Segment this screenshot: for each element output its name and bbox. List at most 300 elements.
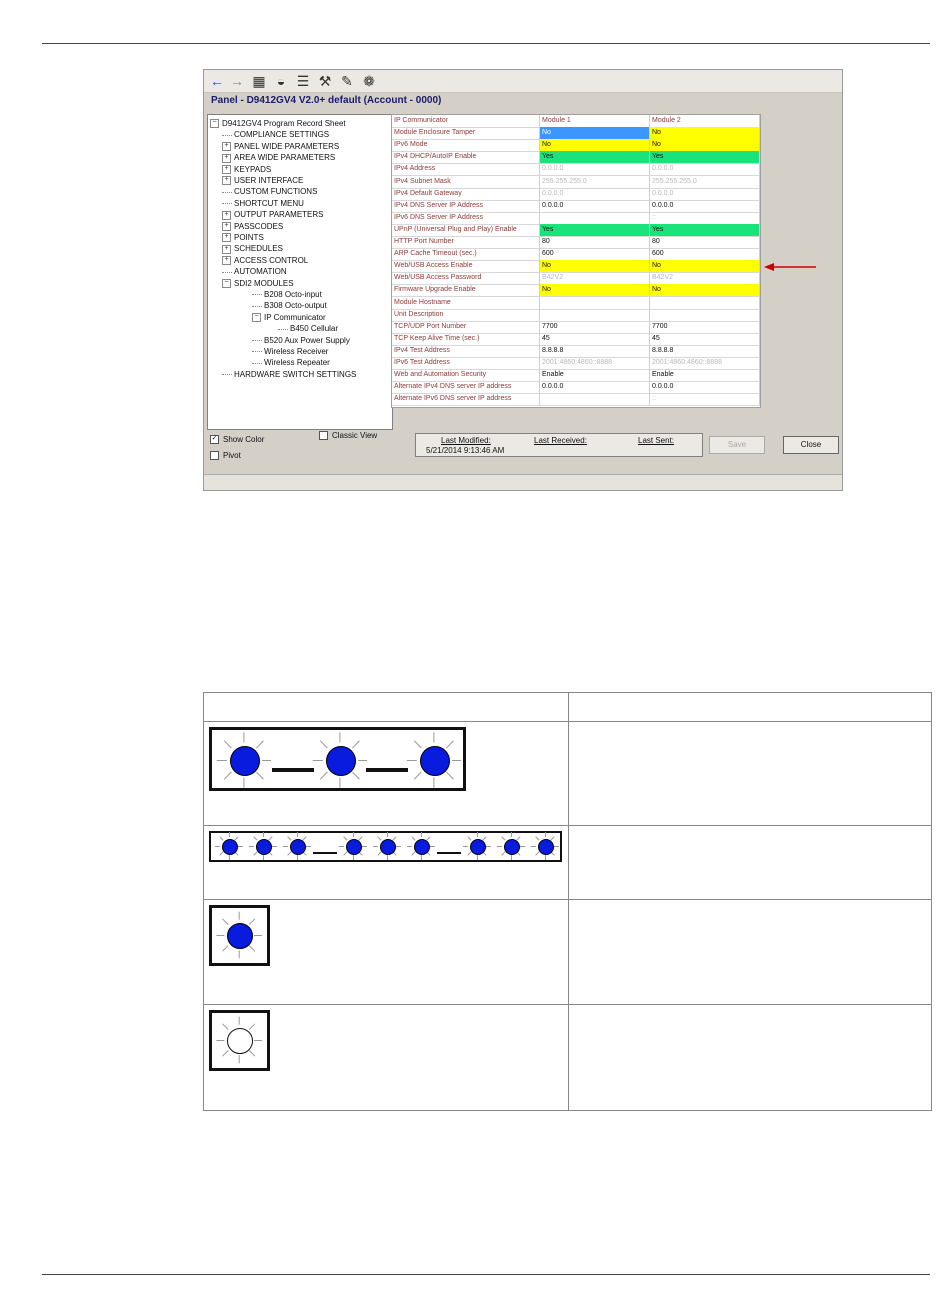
tree-connector: [252, 340, 262, 341]
light-ray: [296, 855, 297, 860]
grid-row-label: IPv4 Subnet Mask: [392, 176, 540, 188]
table-row[interactable]: [392, 139, 760, 152]
light-ray: [467, 836, 471, 840]
module-1-value[interactable]: 8.8.8.8: [540, 345, 650, 357]
light-ray: [216, 935, 224, 936]
tree-connector: [252, 363, 262, 364]
tree-item-label: KEYPADS: [234, 164, 272, 174]
grid-row-label: IPv4 Default Gateway: [392, 188, 540, 200]
light-ray: [313, 760, 323, 761]
table-row[interactable]: [392, 248, 760, 261]
expand-icon[interactable]: +: [222, 245, 231, 254]
collapse-icon[interactable]: −: [252, 313, 261, 322]
module-2-value[interactable]: 45: [650, 333, 760, 345]
table-row[interactable]: [392, 224, 760, 237]
tree-item-label: PANEL WIDE PARAMETERS: [234, 141, 340, 151]
pivot-checkbox[interactable]: Pivot: [210, 451, 241, 460]
module-2-value[interactable]: [650, 297, 760, 309]
show-color-checkbox[interactable]: ✓ Show Color: [211, 435, 265, 444]
tree-connector: [252, 306, 262, 307]
grid-row-label: Web/USB Access Enable: [392, 260, 540, 272]
light-ray: [396, 846, 401, 847]
table-row: [204, 1005, 932, 1111]
tree-item-label: HARDWARE SWITCH SETTINGS: [234, 369, 357, 379]
module-2-value[interactable]: No: [650, 260, 760, 272]
module-2-value[interactable]: 255.255.255.0: [650, 176, 760, 188]
grid-header-module-1: Module 1: [540, 115, 650, 127]
table-row[interactable]: [392, 200, 760, 213]
tree-item[interactable]: [252, 346, 328, 357]
pause-bar: [313, 852, 337, 854]
module-2-value[interactable]: 600: [650, 248, 760, 260]
module-1-value[interactable]: [540, 212, 650, 224]
grid-row-label: Firmware Upgrade Enable: [392, 284, 540, 296]
led-on-icon: [230, 746, 260, 776]
led-pattern-graphic: [209, 831, 562, 862]
expand-icon[interactable]: +: [222, 256, 231, 265]
collapse-icon[interactable]: −: [222, 279, 231, 288]
grid-row-label: Unit Description: [392, 309, 540, 321]
light-ray: [544, 832, 545, 837]
tree-item[interactable]: [222, 369, 356, 380]
checkbox-box[interactable]: [319, 431, 328, 440]
led-on-icon: [380, 839, 396, 855]
tree-item[interactable]: [278, 323, 338, 334]
module-2-value[interactable]: 8.8.8.8: [650, 345, 760, 357]
table-row[interactable]: [392, 163, 760, 176]
tree-connector: [222, 272, 232, 273]
light-ray: [452, 760, 462, 761]
page-top-rule: [42, 43, 930, 44]
light-ray: [339, 777, 340, 787]
module-1-value[interactable]: Yes: [540, 224, 650, 236]
light-ray: [238, 950, 239, 958]
table-row[interactable]: [392, 151, 760, 164]
tree-item-label: Wireless Repeater: [264, 358, 330, 368]
module-2-value[interactable]: 0.0.0.0: [650, 381, 760, 393]
grid-row-label: TCP/UDP Port Number: [392, 321, 540, 333]
program-tree[interactable]: [207, 114, 393, 430]
module-1-value[interactable]: B42V2: [540, 272, 650, 284]
led-pattern-graphic: [209, 727, 466, 791]
led-on-icon: [470, 839, 486, 855]
led-on-icon: [222, 839, 238, 855]
tree-item[interactable]: [222, 232, 264, 243]
save-button[interactable]: Save: [709, 436, 765, 454]
light-ray: [296, 832, 297, 837]
pause-bar: [272, 768, 314, 772]
grid-row-label: Alternate IPv4 DNS server IP address: [392, 381, 540, 393]
pause-bar: [437, 852, 461, 854]
light-ray: [320, 740, 328, 748]
expand-icon[interactable]: +: [222, 142, 231, 151]
light-ray: [262, 855, 263, 860]
collapse-icon[interactable]: −: [210, 119, 219, 128]
grid-row-label: ARP Cache Timeout (sec.): [392, 248, 540, 260]
table-row[interactable]: [392, 212, 760, 225]
light-ray: [551, 836, 555, 840]
led-off-icon: [227, 1028, 253, 1054]
light-ray: [224, 740, 232, 748]
module-1-value[interactable]: No: [540, 127, 650, 139]
light-ray: [446, 740, 454, 748]
tree-item-label: USER INTERFACE: [234, 176, 304, 185]
module-1-value[interactable]: [540, 309, 650, 321]
module-1-value[interactable]: No: [540, 139, 650, 151]
tree-item[interactable]: [252, 312, 326, 323]
light-ray: [393, 836, 397, 840]
tree-item[interactable]: [252, 335, 350, 346]
light-ray: [320, 772, 328, 780]
light-ray: [352, 832, 353, 837]
parameter-grid[interactable]: [391, 114, 761, 408]
light-ray: [306, 846, 311, 847]
module-2-value[interactable]: No: [650, 284, 760, 296]
light-ray: [544, 855, 545, 860]
light-ray: [238, 1017, 239, 1025]
table-row: [204, 900, 932, 1005]
light-ray: [253, 836, 257, 840]
grid-row-label: Web and Automation Security: [392, 369, 540, 381]
tree-item-label: B450 Cellular: [290, 324, 339, 334]
light-ray: [510, 855, 511, 860]
toolbar: [204, 70, 842, 93]
tree-item[interactable]: [222, 266, 287, 277]
table-row[interactable]: [392, 321, 760, 334]
panel-config-icon[interactable]: ▦: [252, 73, 266, 89]
light-ray: [420, 832, 421, 837]
light-ray: [414, 740, 422, 748]
module-1-value[interactable]: No: [540, 284, 650, 296]
tree-item[interactable]: [222, 175, 303, 186]
back-arrow-icon[interactable]: ←: [210, 73, 224, 89]
grid-header-module-2: Module 2: [650, 115, 760, 127]
light-ray: [407, 760, 417, 761]
light-ray: [303, 836, 307, 840]
light-ray: [287, 836, 291, 840]
tree-item-label: PASSCODES: [234, 221, 284, 231]
table-row[interactable]: [392, 333, 760, 346]
table-row: [204, 826, 932, 900]
led-on-icon: [420, 746, 450, 776]
module-1-value[interactable]: 255.255.255.0: [540, 176, 650, 188]
light-ray: [446, 772, 454, 780]
light-ray: [228, 855, 229, 860]
status-box: [415, 433, 703, 457]
tree-item-label: AREA WIDE PARAMETERS: [234, 153, 336, 163]
connect-icon[interactable]: ❁: [363, 73, 375, 89]
tree-item-label: COMPLIANCE SETTINGS: [234, 130, 330, 140]
tree-item[interactable]: [222, 243, 283, 254]
bottom-panel: [204, 428, 842, 490]
light-ray: [249, 945, 256, 952]
expand-icon[interactable]: +: [222, 222, 231, 231]
led-on-icon: [227, 923, 253, 949]
last-modified-label: Last Modified:: [441, 436, 491, 445]
programming-window: [203, 69, 843, 491]
pointer-arrow-icon: [764, 262, 816, 272]
light-ray: [433, 777, 434, 787]
table-row[interactable]: [392, 345, 760, 358]
binoculars-icon[interactable]: ◒: [276, 73, 286, 89]
grid-header: [392, 115, 760, 128]
grid-row-label: IPv4 DHCP/AutoIP Enable: [392, 151, 540, 163]
module-1-value[interactable]: 45: [540, 333, 650, 345]
tree-item[interactable]: [222, 278, 294, 289]
module-2-value[interactable]: Enable: [650, 369, 760, 381]
table-row[interactable]: [392, 381, 760, 394]
table-row[interactable]: [392, 127, 760, 140]
tree-item-label: AUTOMATION: [234, 267, 287, 277]
table-header-pattern: [204, 693, 569, 722]
tree-item-label: ACCESS CONTROL: [234, 255, 309, 265]
light-ray: [411, 836, 415, 840]
light-ray: [219, 852, 223, 856]
tree-item-label: POINTS: [234, 233, 264, 242]
tree-item-label: B308 Octo-output: [264, 301, 327, 311]
light-ray: [377, 836, 381, 840]
module-1-value[interactable]: 0.0.0.0: [540, 163, 650, 175]
led-on-icon: [346, 839, 362, 855]
tree-item-label: B208 Octo-input: [264, 290, 322, 299]
light-ray: [238, 912, 239, 920]
light-ray: [343, 836, 347, 840]
tree-connector: [222, 203, 232, 204]
table-row[interactable]: [392, 297, 760, 310]
light-ray: [531, 846, 536, 847]
light-ray: [343, 852, 347, 856]
light-ray: [222, 1023, 229, 1030]
wrench-icon[interactable]: ⚒: [318, 73, 332, 89]
module-2-value[interactable]: B42V2: [650, 272, 760, 284]
light-ray: [222, 918, 229, 925]
classic-view-checkbox[interactable]: Classic View: [319, 431, 377, 440]
light-ray: [352, 772, 360, 780]
light-ray: [411, 852, 415, 856]
light-ray: [483, 836, 487, 840]
light-ray: [433, 733, 434, 743]
last-received-label: Last Received:: [534, 436, 587, 445]
module-1-value[interactable]: Enable: [540, 369, 650, 381]
tree-item-label: OUTPUT PARAMETERS: [234, 210, 324, 220]
pattern-description: [569, 722, 932, 826]
tree-item-label: SCHEDULES: [234, 244, 283, 254]
light-ray: [222, 1050, 229, 1057]
table-row[interactable]: [392, 260, 760, 273]
tree-connector: [278, 329, 288, 330]
report-icon[interactable]: ✎: [341, 73, 353, 89]
module-1-value[interactable]: 2001:4860:4860::8888: [540, 357, 650, 369]
light-ray: [238, 1055, 239, 1063]
light-ray: [216, 1040, 224, 1041]
led-on-icon: [326, 746, 356, 776]
light-ray: [414, 772, 422, 780]
table-row[interactable]: [392, 393, 760, 406]
module-1-value[interactable]: 80: [540, 236, 650, 248]
last-sent-label: Last Sent:: [638, 436, 675, 445]
module-2-value[interactable]: 0.0.0.0: [650, 163, 760, 175]
module-2-value[interactable]: 80: [650, 236, 760, 248]
expand-icon[interactable]: +: [222, 165, 231, 174]
light-ray: [222, 945, 229, 952]
light-ray: [256, 772, 264, 780]
light-ray: [377, 852, 381, 856]
module-2-value[interactable]: 0.0.0.0: [650, 200, 760, 212]
expand-icon[interactable]: +: [222, 211, 231, 220]
tree-item[interactable]: [222, 255, 308, 266]
light-ray: [352, 740, 360, 748]
light-ray: [253, 852, 257, 856]
light-ray: [517, 836, 521, 840]
tree-item[interactable]: [252, 357, 330, 368]
tree-item[interactable]: [222, 141, 339, 152]
table-row[interactable]: [392, 357, 760, 370]
module-1-value[interactable]: 7700: [540, 321, 650, 333]
module-1-value[interactable]: 0.0.0.0: [540, 188, 650, 200]
module-2-value[interactable]: No: [650, 139, 760, 151]
table-header-description: [569, 693, 932, 722]
tree-item[interactable]: [222, 152, 335, 163]
module-1-value[interactable]: 0.0.0.0: [540, 200, 650, 212]
led-pattern-table: [203, 692, 932, 1111]
light-ray: [535, 852, 539, 856]
light-ray: [420, 855, 421, 860]
light-ray: [254, 935, 262, 936]
tree-item[interactable]: [222, 221, 283, 232]
tree-connector: [222, 374, 232, 375]
tree-item-label: B520 Aux Power Supply: [264, 335, 350, 345]
module-2-value[interactable]: [650, 309, 760, 321]
led-on-icon: [290, 839, 306, 855]
close-button[interactable]: Close: [783, 436, 839, 454]
module-1-value[interactable]: [540, 297, 650, 309]
light-ray: [269, 836, 273, 840]
light-ray: [249, 1023, 256, 1030]
grid-row-label: IPv6 Test Address: [392, 357, 540, 369]
module-1-value[interactable]: Yes: [540, 151, 650, 163]
tree-connector: [252, 351, 262, 352]
tree-item-label: D9412GV4 Program Record Sheet: [222, 119, 346, 128]
led-on-icon: [538, 839, 554, 855]
module-2-value[interactable]: No: [650, 127, 760, 139]
grid-row-label: HTTP Port Number: [392, 236, 540, 248]
light-ray: [262, 832, 263, 837]
light-ray: [497, 846, 502, 847]
light-ray: [235, 836, 239, 840]
grid-row-label: UPnP (Universal Plug and Play) Enable: [392, 224, 540, 236]
light-ray: [535, 836, 539, 840]
light-ray: [427, 836, 431, 840]
grid-row-label: Web/USB Access Password: [392, 272, 540, 284]
module-2-value[interactable]: 0.0.0.0: [650, 188, 760, 200]
grid-header-label: IP Communicator: [392, 115, 540, 127]
led-pattern-graphic: [209, 1010, 270, 1071]
module-2-value[interactable]: Yes: [650, 151, 760, 163]
light-ray: [386, 832, 387, 837]
forward-arrow-icon[interactable]: →: [230, 73, 244, 89]
tree-item[interactable]: [222, 209, 324, 220]
tree-item[interactable]: [222, 186, 317, 197]
light-ray: [554, 846, 559, 847]
module-2-value[interactable]: Yes: [650, 224, 760, 236]
led-on-icon: [414, 839, 430, 855]
last-modified-value: 5/21/2014 9:13:46 AM: [426, 446, 505, 455]
checkbox-box[interactable]: ✓: [211, 435, 218, 443]
tree-item[interactable]: [210, 118, 346, 129]
tree-item[interactable]: [222, 198, 304, 209]
module-1-value[interactable]: No: [540, 260, 650, 272]
tree-item[interactable]: [252, 289, 322, 300]
light-ray: [243, 733, 244, 743]
panel-title: Panel - D9412GV4 V2.0+ default (Account - 0000): [211, 95, 442, 106]
light-ray: [520, 846, 525, 847]
light-ray: [486, 846, 491, 847]
tree-item[interactable]: [222, 164, 271, 175]
grid-row-label: IPv4 DNS Server IP Address: [392, 200, 540, 212]
module-2-value[interactable]: ::: [650, 212, 760, 224]
light-ray: [254, 1040, 262, 1041]
module-1-value[interactable]: [540, 393, 650, 405]
module-2-value[interactable]: 2001:4860:4860::8888: [650, 357, 760, 369]
light-ray: [359, 836, 363, 840]
light-ray: [238, 846, 243, 847]
tree-item[interactable]: [222, 129, 329, 140]
module-2-value[interactable]: 7700: [650, 321, 760, 333]
table-row[interactable]: [392, 188, 760, 201]
module-1-value[interactable]: 600: [540, 248, 650, 260]
table-row[interactable]: [392, 236, 760, 249]
expand-icon[interactable]: +: [222, 154, 231, 163]
light-ray: [467, 852, 471, 856]
module-1-value[interactable]: 0.0.0.0: [540, 381, 650, 393]
pattern-description: [569, 826, 932, 900]
expand-icon[interactable]: +: [222, 176, 231, 185]
light-ray: [228, 832, 229, 837]
checkbox-box[interactable]: [210, 451, 219, 460]
light-ray: [272, 846, 277, 847]
tree-item[interactable]: [252, 300, 327, 311]
light-ray: [373, 846, 378, 847]
table-row[interactable]: [392, 309, 760, 322]
led-on-icon: [256, 839, 272, 855]
tree-connector: [222, 135, 232, 136]
grid-row-label: IPv4 Test Address: [392, 345, 540, 357]
light-ray: [256, 740, 264, 748]
table-row[interactable]: [392, 369, 760, 382]
grid-row-label: Module Enclosure Tamper: [392, 127, 540, 139]
light-ray: [217, 760, 227, 761]
light-ray: [339, 733, 340, 743]
tree-item-label: CUSTOM FUNCTIONS: [234, 187, 318, 197]
light-ray: [352, 855, 353, 860]
tree-item-label: Wireless Receiver: [264, 347, 329, 356]
pattern-description: [569, 1005, 932, 1111]
light-ray: [283, 846, 288, 847]
notes-icon[interactable]: ☰: [296, 73, 310, 89]
light-ray: [249, 1050, 256, 1057]
tree-connector: [222, 192, 232, 193]
grid-row-label: IPv4 Address: [392, 163, 540, 175]
expand-icon[interactable]: +: [222, 233, 231, 242]
light-ray: [501, 836, 505, 840]
module-2-value[interactable]: ::: [650, 393, 760, 405]
table-row[interactable]: [392, 176, 760, 189]
light-ray: [386, 855, 387, 860]
light-ray: [476, 855, 477, 860]
table-row[interactable]: [392, 272, 760, 285]
light-ray: [262, 760, 272, 761]
table-row[interactable]: [392, 284, 760, 297]
